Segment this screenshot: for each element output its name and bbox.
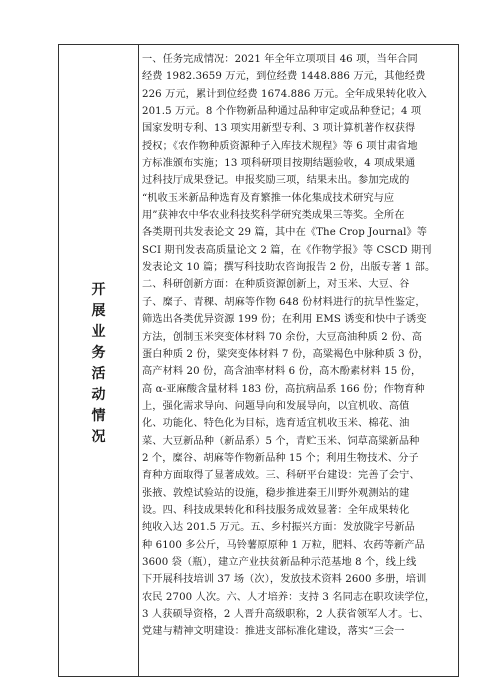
content-line: 农民 2700 人次。六、人才培养：支持 3 名同志在职攻读学位， [142,591,436,603]
content-line: 3600 袋（瓶），建立产业扶贫新品种示范基地 8 个，线上线 [142,556,417,568]
content-line: 张掖、敦煌试验站的设施，稳步推进秦王川野外观测站的建 [142,487,410,499]
content-line: 201.5 万元。8 个作物新品种通过品种审定或品种登记；4 项 [142,106,422,118]
label-cell [59,45,139,676]
content-line: 一、任务完成情况：2021 年全年立项项目 46 项，当年合同 [142,54,418,65]
content-line: 化、功能化、特色化为目标，选育适宜机收玉米、棉花、油 [142,418,410,430]
activity-table [58,44,459,677]
content-line: 过科技厅成果登记。申报奖励三项，结果未出。参加完成的 [142,175,410,187]
content-line: 蛋白种质 2 份，粱突变体材料 7 份，高粱褐色中脉种质 3 份， [142,348,429,360]
content-line: 党建与精神文明建设：推进支部标准化建设，落实“三会一 [142,626,405,638]
content-line: 国家发明专利、13 项实用新型专利、3 项计算机著作权获得 [142,123,416,135]
content-line: 经费 1982.3659 万元，到位经费 1448.886 万元，其他经费 [142,71,426,83]
content-line: 授权；《农作物种质资源种子入库技术规程》等 6 项甘肃省地 [142,140,418,152]
content-line: 发表论文 10 篇；撰写科技助农咨询报告 2 份，出版专著 1 部。 [142,262,436,274]
content-line: 3 人获硕导资格，2 人晋升高级职称，2 人获省领军人才。七、 [142,609,429,620]
content-line: “机收玉米新品种选育及育繁推一体化集成技术研究与应 [142,192,395,204]
content-line: 纯收入达 201.5 万元。五、乡村振兴方面：发放陇字号新品 [142,522,415,534]
content-line: 下开展科技培训 37 场（次），发放技术资料 2600 多册，培训 [142,574,427,586]
content-line: 各类期刊共发表论文 29 篇，其中在《The Crop Journal》等 [142,227,428,239]
content-line: 方标准颁布实施；13 项科研项目按期结题验收，4 项成果通 [142,158,416,170]
content-line: 226 万元，累计到位经费 1674.886 万元。全年成果转化收入 [142,88,427,100]
content-cell [142,51,456,641]
content-line: 种 6100 多公斤，马铃薯原原种 1 万粒，肥料、农药等新产品 [142,539,425,551]
content-line: 子、糜子、青稞、胡麻等作物 648 份材料进行的抗旱性鉴定， [142,296,426,308]
content-line: 二、科研创新方面：在种质资源创新上，对玉米、大豆、谷 [142,279,410,291]
content-line: 用”获神农中华农业科技奖科学研究类成果三等奖。全所在 [142,210,405,222]
content-line: SCI 期刊发表高质量论文 2 篇，在《作物学报》等 CSCD 期刊 [142,244,432,256]
content-line: 育种方面取得了显著成效。三、科研平台建设：完善了会宁、 [142,470,420,482]
content-line: 2 个，糜谷、胡麻等作物新品种 15 个；利用生物技术、分子 [142,452,419,464]
content-line: 上，强化需求导向、问题导向和发展导向，以宜机收、高值 [142,400,410,412]
content-line: 高产材料 20 份，高含油率材料 6 份，高木酚素材料 15 份， [142,366,422,378]
content-line: 方法，创制玉米突变体材料 70 余份，大豆高油种质 2 份、高 [142,331,422,343]
content-line: 菜、大豆新品种（新品系）5 个，青贮玉米、饲草高粱新品种 [142,435,420,447]
content-line: 设。四、科技成果转化和科技服务成效显著：全年成果转化 [142,504,410,516]
row-label: 开展业务活动情况 [91,281,106,445]
content-line: 筛选出各类优异资源 199 份；在利用 EMS 诱变和快中子诱变 [142,314,427,326]
content-line: 高 α-亚麻酸含量材料 183 份，高抗病品系 166 份；作物育种 [142,383,425,395]
